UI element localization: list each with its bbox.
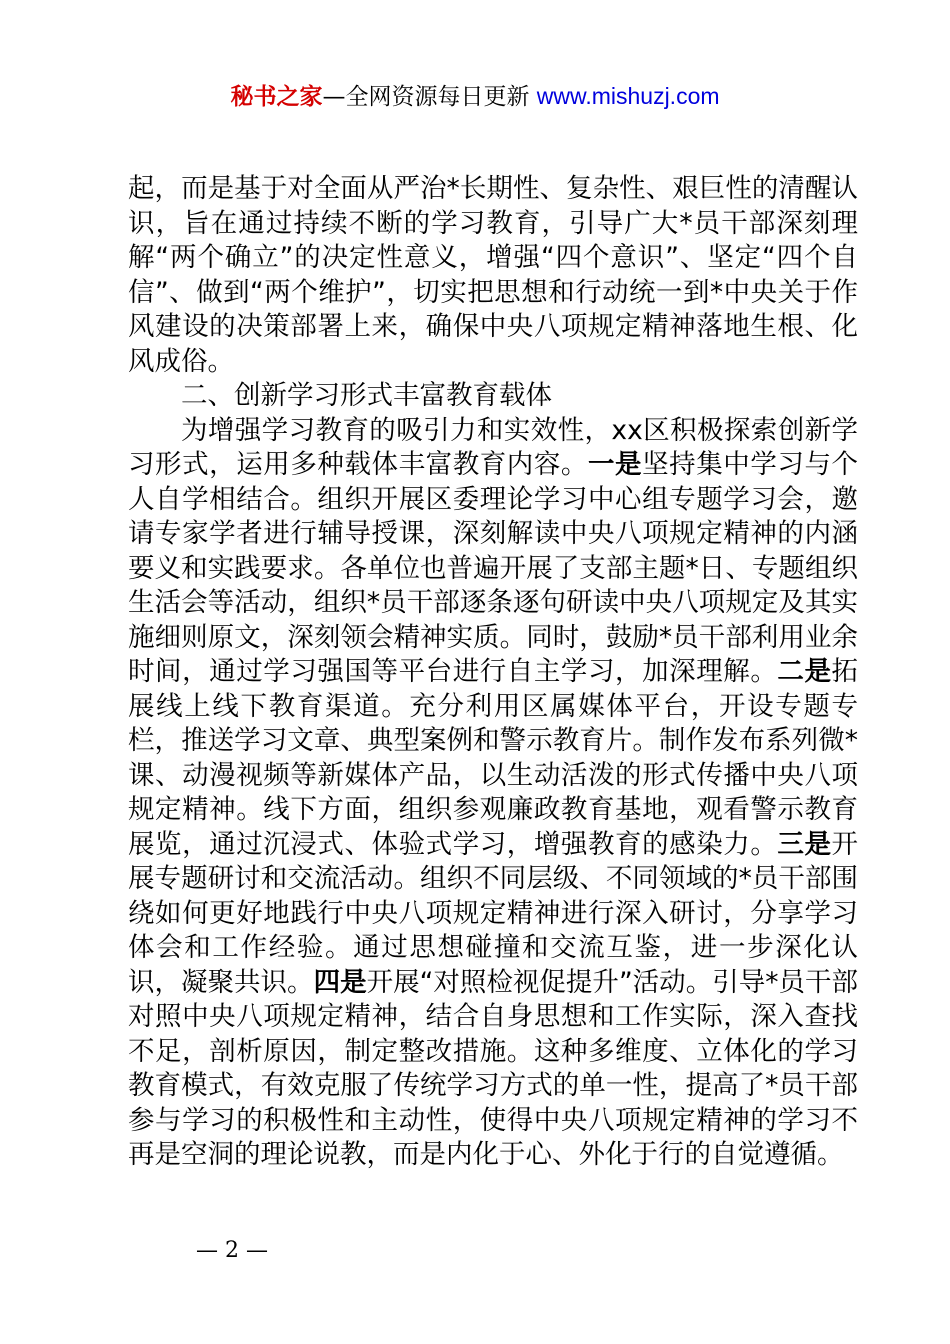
section-heading: 二、创新学习形式丰富教育载体 [181, 380, 552, 411]
site-header [0, 80, 950, 113]
point-marker-3: 三是 [777, 828, 832, 860]
point-marker-4: 四是 [313, 966, 367, 998]
paragraph-continued: 起，而是基于对全面从严治*长期性、复杂性、艰巨性的清醒认识，旨在通过持续不断的学习教育，引导广大*员干部深刻理解“两个确立”的决定性意义，增强“四个意识”、坚定“四个自信”、做到“两个维护”，切实把思想和行动统一到*中央关于作风建设的决策部署上来，确保中央八项规定精神落地生根、化风成俗。 [128, 173, 858, 377]
document-body [128, 172, 858, 1173]
point-marker-2: 二是 [777, 656, 832, 687]
point-marker-1: 一是 [587, 449, 643, 480]
paragraph-text: 开展“对照检视促提升”活动。引导*员干部对照中央八项规定精神，结合自身思想和工作实际，深入查找不足，剖析原因，制定整改措施。这种多维度、立体化的学习教育模式，有效克服了传统学习方式的单一性，提高了*员干部参与学习的积极性和主动性，使得中央八项规定精神的学习不再是空洞的理论说教，而是内化于心、外化于行的自觉遵循。 [128, 966, 859, 1170]
paragraph-text: 为增强学习教育的吸引力和实效性，xx区积极探索创新学习形式，运用多种载体丰富教育内容。 [128, 414, 858, 480]
paragraph-text: 拓展线上线下教育渠道。充分利用区属媒体平台，开设专题专栏，推送学习文章、典型案例和警示教育片。制作发布系列微*课、动漫视频等新媒体产品，以生动活泼的形式传播中央八项规定精神。线下方面，组织参观廉政教育基地，观看警示教育展览，通过沉浸式、体验式学习，增强教育的感染力。 [128, 656, 859, 860]
brand-name: 秘书之家 [230, 84, 323, 110]
page-number: — 2 — [196, 1238, 268, 1263]
site-url-link[interactable]: www.mishuzj.com [536, 83, 720, 109]
paragraph-learning-forms [128, 414, 858, 1173]
paragraph-text: 坚持集中学习与个人自学相结合。组织开展区委理论学习中心组专题学习会，邀请专家学者进行辅导授课，深刻解读中央八项规定精神的内涵要义和实践要求。各单位也普遍开展了支部主题*日、专题组织生活会等活动，组织*员干部逐条逐句研读中央八项规定及其实施细则原文，深刻领会精神实质。同时，鼓励*员干部利用业余时间，通过学习强国等平台进行自主学习，加深理解。 [128, 449, 859, 687]
paragraph-text: 开展专题研讨和交流活动。组织不同层级、不同领域的*员干部围绕如何更好地践行中央八项规定精神进行深入研讨，分享学习体会和工作经验。通过思想碰撞和交流互鉴，进一步深化认识，凝聚共识。 [128, 828, 859, 998]
header-tagline: —全网资源每日更新 [322, 84, 530, 110]
